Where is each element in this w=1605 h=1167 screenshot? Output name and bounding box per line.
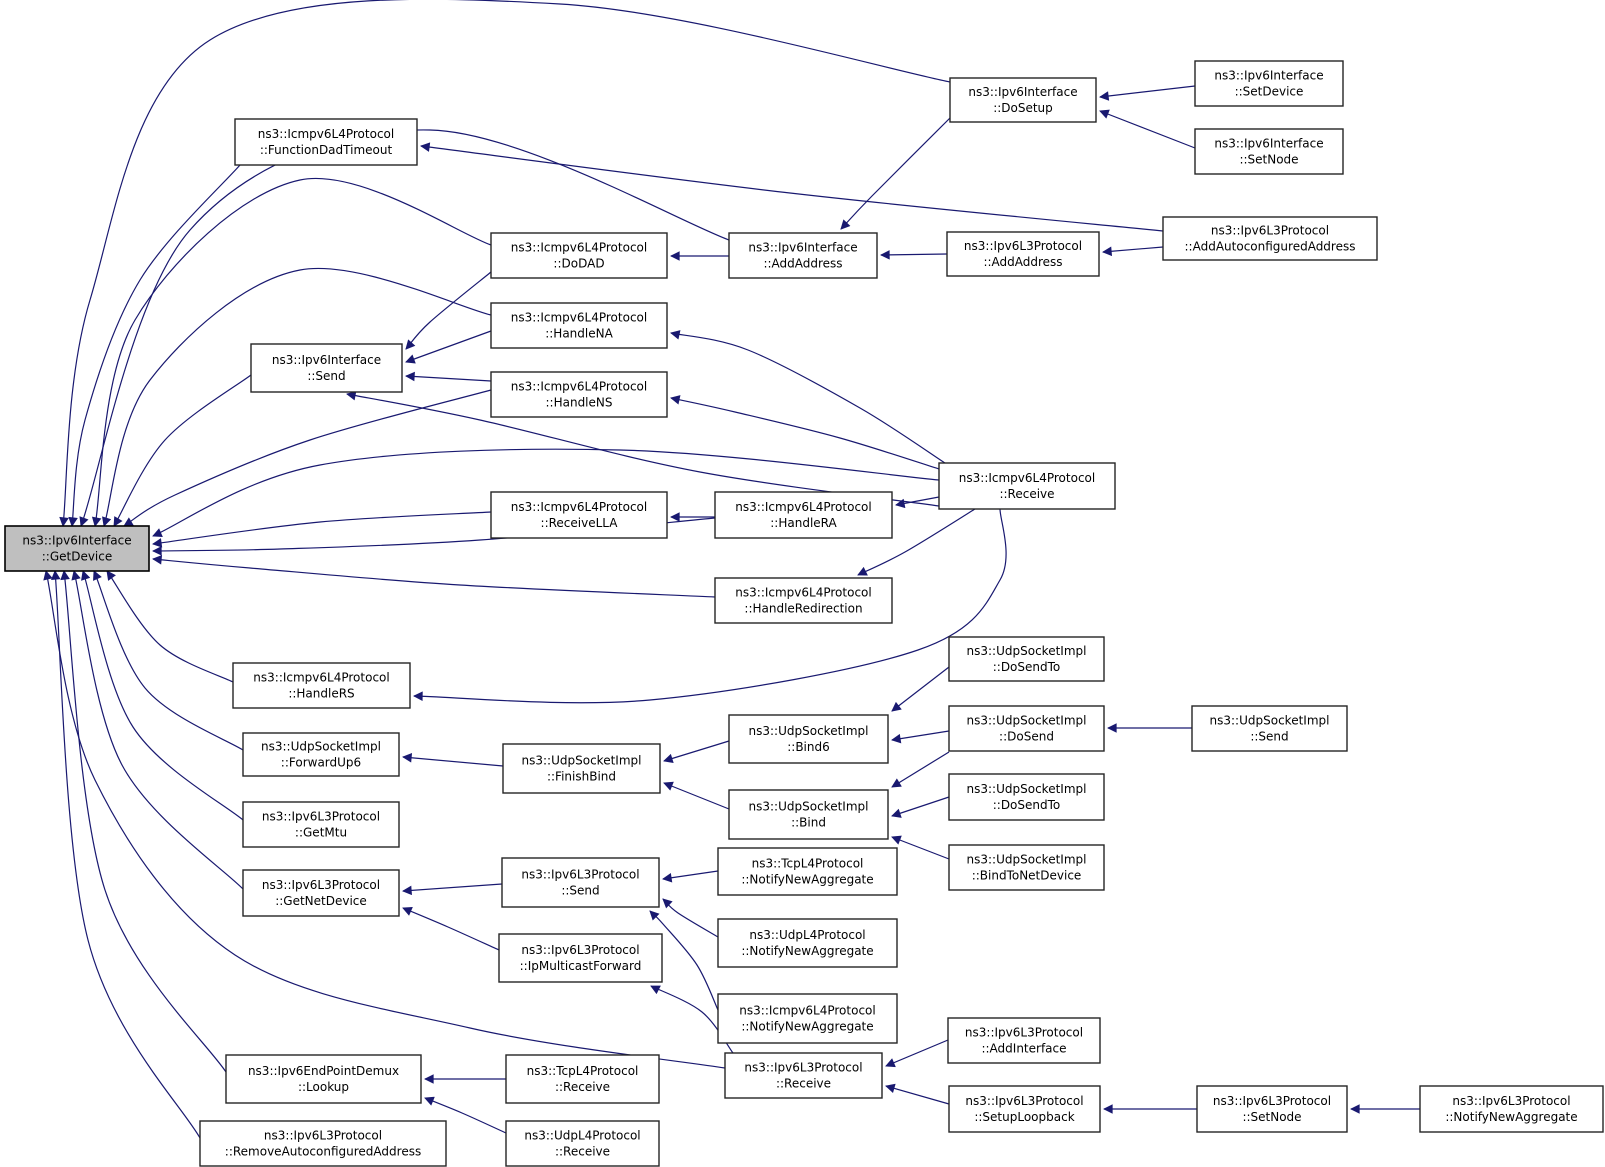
node-label-line2: ::AddAddress xyxy=(763,256,843,271)
node-label-line2: ::NotifyNewAggregate xyxy=(741,944,874,958)
edge-ipmf-to-getnetdevice xyxy=(403,908,499,950)
node-label-line1: ns3::Ipv6Interface xyxy=(1214,68,1324,83)
node-label-line1: ns3::UdpSocketImpl xyxy=(966,644,1087,658)
node-box-fdt xyxy=(235,119,417,165)
node-label-line2: ::SetupLoopback xyxy=(974,1110,1075,1124)
node-l3addaddr[interactable] xyxy=(947,232,1099,276)
node-label-line2: ::NotifyNewAggregate xyxy=(741,1019,874,1034)
edge-setuploop-to-l3recv xyxy=(886,1086,949,1104)
node-label-line1: ns3::Ipv6L3Protocol xyxy=(744,1060,863,1075)
edge-handlens-to-ifsend xyxy=(406,376,491,381)
edge-setnodeif-to-dosetup xyxy=(1100,111,1195,148)
node-label-line2: ::Send xyxy=(307,369,346,383)
node-label-line1: ns3::Ipv6Interface xyxy=(271,353,382,367)
node-label-line2: ::AddAddress xyxy=(983,255,1063,269)
node-udpnna[interactable] xyxy=(718,919,897,967)
node-label-line1: ns3::Ipv6L3Protocol xyxy=(963,239,1083,253)
edge-receivella-to-getdevice xyxy=(153,512,491,544)
node-setuploop[interactable] xyxy=(949,1086,1100,1132)
edge-l3addaddr-to-ifaddaddr xyxy=(881,254,947,255)
node-label-line1: ns3::Ipv6L3Protocol xyxy=(965,1094,1084,1108)
node-addiface[interactable] xyxy=(948,1018,1100,1063)
edge-dodad-to-ifsend xyxy=(406,272,491,349)
node-box-ipmf xyxy=(499,934,662,982)
node-box-handlera xyxy=(715,492,892,538)
node-label-line1: ns3::Ipv6L3Protocol xyxy=(261,809,381,824)
node-icmpnna[interactable] xyxy=(718,994,897,1043)
node-label-line1: ns3::Icmpv6L4Protocol xyxy=(253,670,390,685)
edge-addauto-to-fdt xyxy=(421,146,1163,231)
node-box-udpnna xyxy=(718,919,897,967)
node-bind6[interactable] xyxy=(729,715,888,763)
edge-dosendto1-to-bind6 xyxy=(892,667,949,711)
edge-udpnna-to-l3send xyxy=(663,899,718,937)
node-label-line2: ::DoSendTo xyxy=(992,798,1061,812)
edge-bind6-to-finishbind xyxy=(664,741,729,761)
node-forwardup6[interactable] xyxy=(243,733,399,776)
node-box-l3send xyxy=(502,858,659,907)
edge-dosend-to-bind xyxy=(892,752,949,787)
node-label-line1: ns3::Icmpv6L4Protocol xyxy=(735,500,872,514)
node-box-bind6 xyxy=(729,715,888,763)
node-box-ifsend xyxy=(251,344,402,392)
node-label-line1: ns3::Icmpv6L4Protocol xyxy=(739,1003,876,1018)
edge-icmprecv-to-handlena xyxy=(671,333,945,463)
node-label-line2: ::Receive xyxy=(554,1080,611,1094)
edge-handlena-to-getdevice xyxy=(104,268,491,526)
edge-setdevice-to-dosetup xyxy=(1100,86,1195,97)
node-box-receivella xyxy=(491,492,667,538)
node-label-line2: ::GetDevice xyxy=(41,549,113,564)
edge-l3send-to-getnetdevice xyxy=(403,884,502,891)
edge-bindtonet-to-bind xyxy=(892,837,949,859)
node-label-line2: ::HandleNS xyxy=(545,395,613,410)
node-getmtu[interactable] xyxy=(243,802,399,847)
node-label-line1: ns3::Icmpv6L4Protocol xyxy=(510,240,648,255)
node-label-line1: ns3::Ipv6Interface xyxy=(22,533,132,548)
node-label-line1: ns3::UdpSocketImpl xyxy=(1209,713,1330,728)
node-label-line2: ::NotifyNewAggregate xyxy=(1445,1110,1578,1124)
node-setdevice[interactable] xyxy=(1195,61,1343,106)
node-label-line2: ::Receive xyxy=(554,1144,611,1159)
node-box-tcprecv xyxy=(506,1055,659,1103)
node-label-line2: ::DoSetup xyxy=(993,101,1053,115)
node-bind[interactable] xyxy=(729,790,888,839)
node-label-line1: ns3::Ipv6L3Protocol xyxy=(521,943,640,957)
node-label-line1: ns3::Ipv6Interface xyxy=(1214,136,1324,151)
node-label-line1: ns3::Ipv6L3Protocol xyxy=(964,1025,1084,1040)
edge-icmprecv-to-handlens xyxy=(671,398,939,469)
node-label-line1: ns3::UdpSocketImpl xyxy=(748,724,869,738)
node-label-line2: ::AddInterface xyxy=(981,1041,1067,1056)
node-label-line2: ::BindToNetDevice xyxy=(971,868,1082,883)
edge-addauto-to-l3addaddr xyxy=(1103,247,1163,252)
node-handlens[interactable] xyxy=(491,372,667,417)
node-label-line1: ns3::Icmpv6L4Protocol xyxy=(510,379,648,394)
node-dosend[interactable] xyxy=(949,706,1104,751)
node-lookup[interactable] xyxy=(226,1055,421,1103)
node-label-line1: ns3::Ipv6L3Protocol xyxy=(263,1128,383,1143)
node-setnodeif[interactable] xyxy=(1195,129,1343,174)
node-label-line1: ns3::UdpSocketImpl xyxy=(966,852,1087,867)
node-ifsend[interactable] xyxy=(251,344,402,392)
node-label-line2: ::Send xyxy=(1250,729,1289,744)
node-label-line2: ::SetNode xyxy=(1242,1110,1302,1124)
node-label-line2: ::DoDAD xyxy=(553,256,605,271)
node-label-line1: ns3::Ipv6Interface xyxy=(748,240,858,255)
node-fdt[interactable] xyxy=(235,119,417,165)
node-box-bind xyxy=(729,790,888,839)
edge-handlena-to-ifsend xyxy=(406,331,491,362)
edge-dosend-to-bind6 xyxy=(892,731,949,740)
node-handlena[interactable] xyxy=(491,303,667,348)
node-label-line2: ::Bind xyxy=(791,815,826,830)
node-label-line2: ::FinishBind xyxy=(546,769,617,784)
node-label-line2: ::SetNode xyxy=(1239,152,1299,167)
node-box-lookup xyxy=(226,1055,421,1103)
node-label-line1: ns3::Ipv6L3Protocol xyxy=(1210,223,1330,238)
node-label-line1: ns3::TcpL4Protocol xyxy=(751,856,864,871)
node-label-line1: ns3::UdpSocketImpl xyxy=(748,799,869,814)
node-udpsend[interactable] xyxy=(1192,706,1347,751)
node-label-line2: ::HandleRS xyxy=(288,686,355,701)
edge-dosetup-to-ifaddaddr xyxy=(841,116,952,229)
node-handlera[interactable] xyxy=(715,492,892,538)
node-receivella[interactable] xyxy=(491,492,667,538)
node-box-getnetdevice xyxy=(243,870,399,916)
node-label-line2: ::AddAutoconfiguredAddress xyxy=(1184,239,1356,254)
edge-fdt-to-getdevice xyxy=(72,165,240,526)
node-label-line2: ::Send xyxy=(561,883,600,898)
edge-removeauto-to-getdevice xyxy=(55,571,200,1138)
edge-bind-to-finishbind xyxy=(664,783,729,809)
node-removeauto[interactable] xyxy=(200,1121,446,1166)
edge-finishbind-to-forwardup6 xyxy=(403,757,503,766)
node-label-line2: ::DoSendTo xyxy=(992,660,1061,674)
node-label-line2: ::GetNetDevice xyxy=(275,894,367,908)
node-label-line1: ns3::UdpL4Protocol xyxy=(524,1128,641,1143)
edge-handlered-to-getdevice xyxy=(153,559,715,597)
node-tcpnna[interactable] xyxy=(718,848,897,895)
node-label-line2: ::FunctionDadTimeout xyxy=(259,143,393,157)
node-box-l3nna xyxy=(1420,1086,1603,1132)
node-label-line2: ::IpMulticastForward xyxy=(519,959,642,973)
node-box-icmpnna xyxy=(718,994,897,1043)
edge-dosendto2-to-bind xyxy=(892,797,949,816)
node-addauto[interactable] xyxy=(1163,217,1377,260)
node-label-line1: ns3::UdpSocketImpl xyxy=(966,713,1087,728)
node-finishbind[interactable] xyxy=(503,744,660,793)
node-l3send[interactable] xyxy=(502,858,659,907)
node-label-line2: ::Receive xyxy=(775,1076,832,1091)
node-box-tcpnna xyxy=(718,848,897,895)
edge-tcpnna-to-l3send xyxy=(663,871,718,879)
node-label-line2: ::Bind6 xyxy=(787,740,830,754)
node-dodad[interactable] xyxy=(491,233,667,278)
node-label-line1: ns3::Icmpv6L4Protocol xyxy=(735,585,872,600)
node-label-line2: ::Receive xyxy=(999,487,1055,501)
edge-getnetdevice-to-getdevice xyxy=(74,571,243,889)
node-ifaddaddr[interactable] xyxy=(729,233,877,278)
node-label-line1: ns3::UdpSocketImpl xyxy=(261,739,381,754)
node-handlers[interactable] xyxy=(233,663,410,708)
node-box-icmprecv xyxy=(939,463,1115,509)
edge-handlers-to-getdevice xyxy=(107,571,233,682)
node-getdevice[interactable] xyxy=(5,526,149,571)
node-label-line2: ::Lookup xyxy=(297,1080,350,1094)
node-label-line2: ::SetDevice xyxy=(1234,84,1304,99)
node-label-line1: ns3::UdpSocketImpl xyxy=(966,782,1087,796)
edge-addiface-to-l3recv xyxy=(886,1040,948,1066)
node-label-line1: ns3::Ipv6EndPointDemux xyxy=(247,1064,400,1078)
node-dosendto2[interactable] xyxy=(949,774,1104,820)
node-box-dosendto2 xyxy=(949,774,1104,820)
node-label-line1: ns3::Ipv6Interface xyxy=(968,85,1078,99)
node-tcprecv[interactable] xyxy=(506,1055,659,1103)
node-label-line2: ::HandleRedirection xyxy=(744,601,863,616)
node-getnetdevice[interactable] xyxy=(243,870,399,916)
node-box-setnodel3 xyxy=(1197,1086,1347,1132)
node-dosetup[interactable] xyxy=(950,78,1096,122)
node-label-line2: ::RemoveAutoconfiguredAddress xyxy=(224,1144,422,1159)
node-label-line1: ns3::Ipv6L3Protocol xyxy=(521,867,640,882)
node-l3nna[interactable] xyxy=(1420,1086,1603,1132)
node-label-line1: ns3::Icmpv6L4Protocol xyxy=(510,310,648,325)
node-setnodel3[interactable] xyxy=(1197,1086,1347,1132)
node-label-line2: ::DoSend xyxy=(999,729,1054,744)
node-ipmf[interactable] xyxy=(499,934,662,982)
node-label-line1: ns3::Ipv6L3Protocol xyxy=(261,878,381,892)
node-icmprecv[interactable] xyxy=(939,463,1115,509)
node-l3recv[interactable] xyxy=(725,1053,882,1098)
node-box-finishbind xyxy=(503,744,660,793)
node-label-line2: ::GetMtu xyxy=(294,825,348,840)
node-label-line1: ns3::UdpSocketImpl xyxy=(521,753,642,768)
node-label-line2: ::ForwardUp6 xyxy=(280,755,362,770)
node-label-line1: ns3::Icmpv6L4Protocol xyxy=(257,127,395,141)
node-handlered[interactable] xyxy=(715,578,892,623)
node-label-line1: ns3::Ipv6L3Protocol xyxy=(1452,1094,1571,1108)
node-label-line2: ::NotifyNewAggregate xyxy=(741,872,874,887)
node-label-line2: ::HandleRA xyxy=(770,516,837,530)
node-label-line1: ns3::Icmpv6L4Protocol xyxy=(510,500,648,514)
node-box-setuploop xyxy=(949,1086,1100,1132)
node-label-line2: ::HandleNA xyxy=(545,326,613,341)
node-dosendto1[interactable] xyxy=(949,637,1104,681)
node-label-line1: ns3::TcpL4Protocol xyxy=(526,1064,639,1078)
edge-ifsend-to-getdevice xyxy=(114,375,251,526)
node-label-line1: ns3::Ipv6L3Protocol xyxy=(1212,1094,1332,1108)
node-label-line2: ::ReceiveLLA xyxy=(540,516,618,530)
node-udprecv[interactable] xyxy=(506,1121,659,1166)
node-label-line1: ns3::UdpL4Protocol xyxy=(749,928,866,942)
edge-forwardup6-to-getdevice xyxy=(94,571,243,750)
node-bindtonet[interactable] xyxy=(949,845,1104,890)
node-label-line1: ns3::Icmpv6L4Protocol xyxy=(958,471,1096,485)
